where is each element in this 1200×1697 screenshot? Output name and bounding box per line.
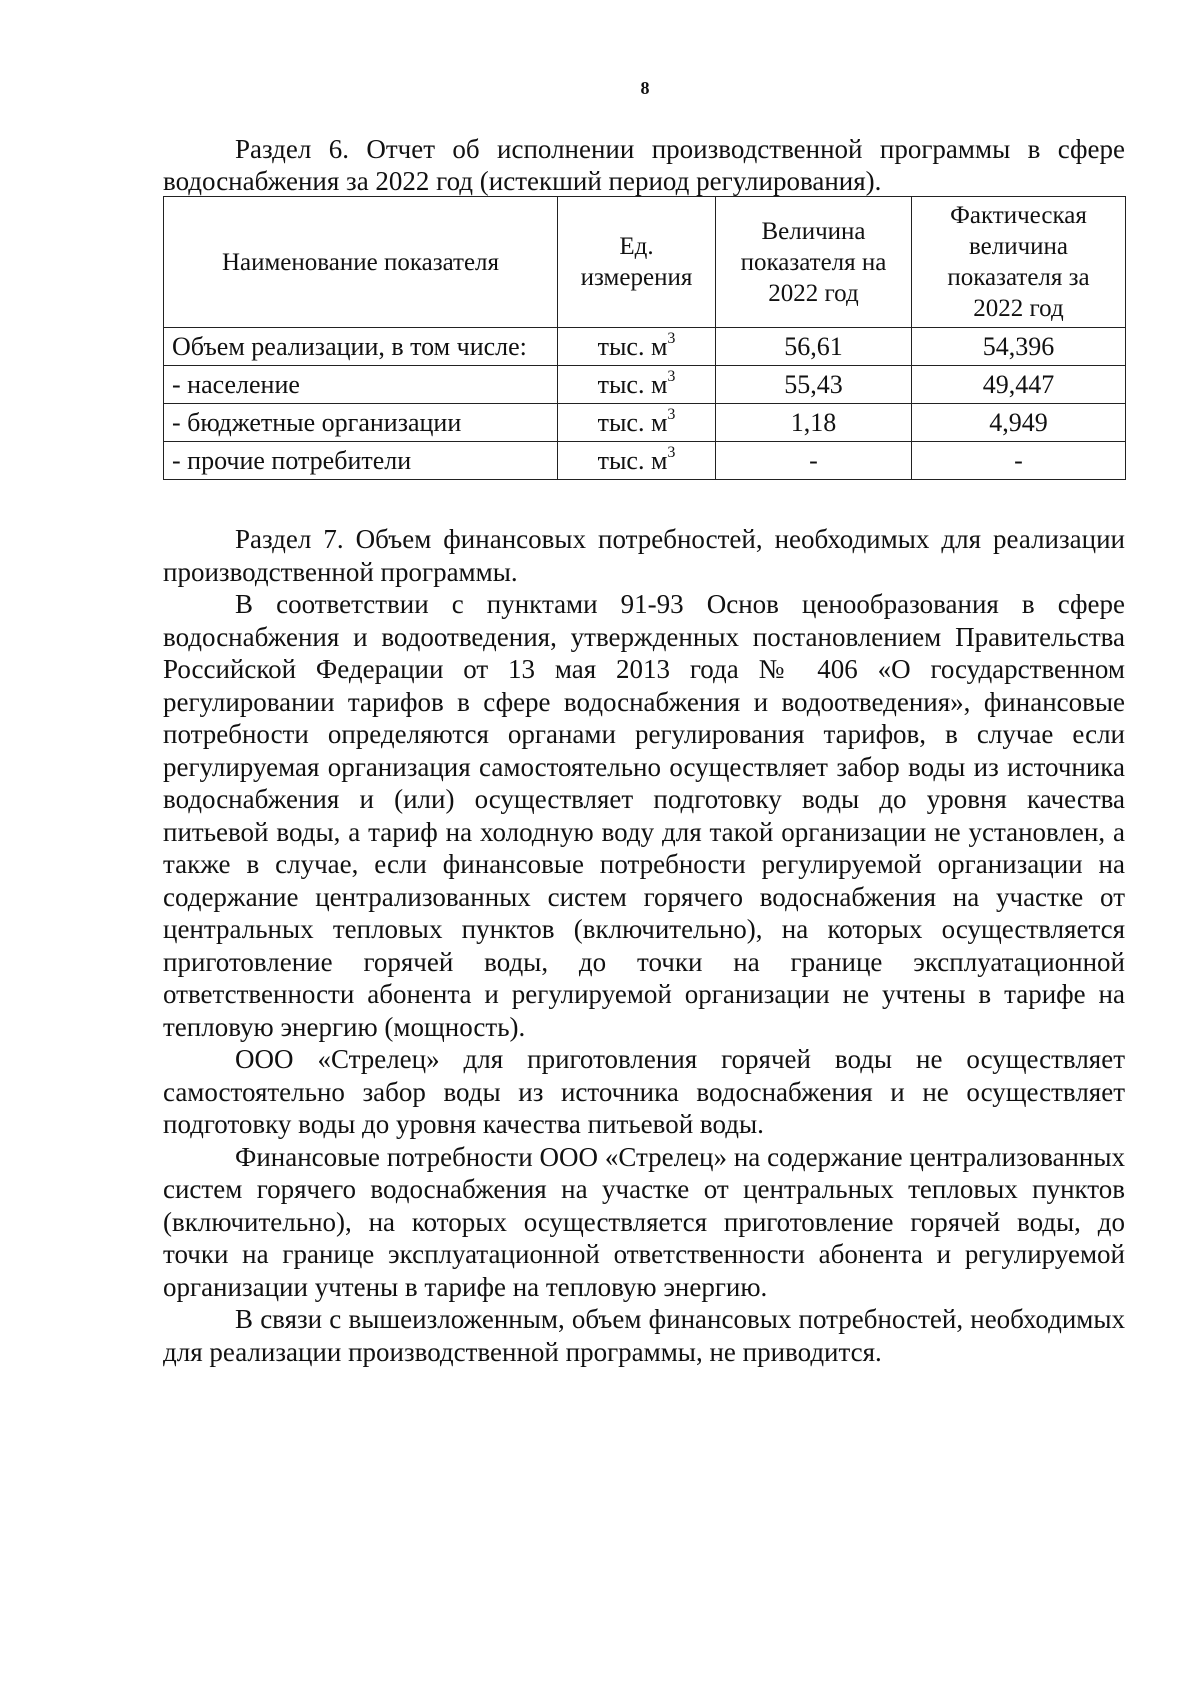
paragraph-water-intake: ООО «Стрелец» для приготовления горячей воды не осуществляет самостоятельно забор воды из источника водоснабжения и не осуществляет подготовку воды до уровня качества питьевой воды.	[163, 1044, 1125, 1139]
row-name: Объем реализации, в том числе:	[164, 328, 558, 366]
unit-exponent: 3	[667, 330, 676, 348]
row-actual-value: 54,396	[912, 328, 1126, 366]
paragraph-pricing-basics: В соответствии с пунктами 91-93 Основ ценообразования в сфере водоснабжения и водоотведения, утвержденных постановлением Правительства Российской Федерации от 13 мая 2013 года № 406 «О государственном регулировании тарифов в сфере водоснабжения и водоотведения», финансовые потребности определяются органами регулирования тарифов, в случае если регулируемая организация самостоятельно осуществляет забор воды из источника водоснабжения и (или) осуществляет подготовку воды до уровня качества питьевой воды, а тариф на холодную воду для такой организации не установлен, а также в случае, если финансовые потребности регулируемой организации на содержание централизованных систем горячего водоснабжения на участке от центральных тепловых пунктов (включительно), на которых осуществляется приготовление горячей воды, до точки на границе эксплуатационной ответственности абонента и регулируемой организации не учтены в тарифе на тепловую энергию (мощность).	[163, 589, 1125, 1042]
paragraph-conclusion: В связи с вышеизложенным, объем финансовых потребностей, необходимых для реализации производственной программы, не приводится.	[163, 1304, 1125, 1367]
header-actual-value: Фактическая величина показателя за 2022 год	[912, 197, 1126, 328]
table-row	[164, 366, 1126, 404]
unit-exponent: 3	[667, 444, 676, 462]
section-7-heading: Раздел 7. Объем финансовых потребностей, необходимых для реализации производственной программы.	[163, 524, 1125, 587]
production-program-report-table	[163, 196, 1126, 480]
row-unit	[558, 366, 716, 404]
table-row	[164, 328, 1126, 366]
unit-exponent: 3	[667, 368, 676, 386]
unit-text: тыс. м	[597, 408, 668, 437]
header-indicator-name: Наименование показателя	[164, 197, 558, 328]
row-unit	[558, 442, 716, 480]
table-header-row	[164, 197, 1126, 328]
row-name: - прочие потребители	[164, 442, 558, 480]
row-planned-value: 56,61	[716, 328, 912, 366]
row-unit	[558, 328, 716, 366]
paragraph-financial-needs: Финансовые потребности ООО «Стрелец» на содержание централизованных систем горячего водоснабжения на участке от центральных тепловых пунктов (включительно), на которых осуществляется приготовление горячей воды, до точки на границе эксплуатационной ответственности абонента и регулируемой организации учтены в тарифе на тепловую энергию.	[163, 1141, 1125, 1302]
table-row	[164, 442, 1126, 480]
unit-text: тыс. м	[597, 446, 668, 475]
row-actual-value: -	[912, 442, 1126, 480]
section-7-body	[163, 523, 1125, 1368]
row-unit	[558, 404, 716, 442]
row-planned-value: -	[716, 442, 912, 480]
header-unit: Ед. измерения	[558, 197, 716, 328]
unit-exponent: 3	[667, 406, 676, 424]
row-actual-value: 49,447	[912, 366, 1126, 404]
page-number: 8	[640, 78, 650, 98]
table-row	[164, 404, 1126, 442]
unit-text: тыс. м	[597, 370, 668, 399]
row-name: - бюджетные организации	[164, 404, 558, 442]
row-actual-value: 4,949	[912, 404, 1126, 442]
row-planned-value: 55,43	[716, 366, 912, 404]
row-name: - население	[164, 366, 558, 404]
section-6-heading: Раздел 6. Отчет об исполнении производственной программы в сфере водоснабжения за 2022 год (истекший период регулирования).	[163, 134, 1125, 196]
row-planned-value: 1,18	[716, 404, 912, 442]
header-planned-value: Величина показателя на 2022 год	[716, 197, 912, 328]
unit-text: тыс. м	[597, 332, 668, 361]
